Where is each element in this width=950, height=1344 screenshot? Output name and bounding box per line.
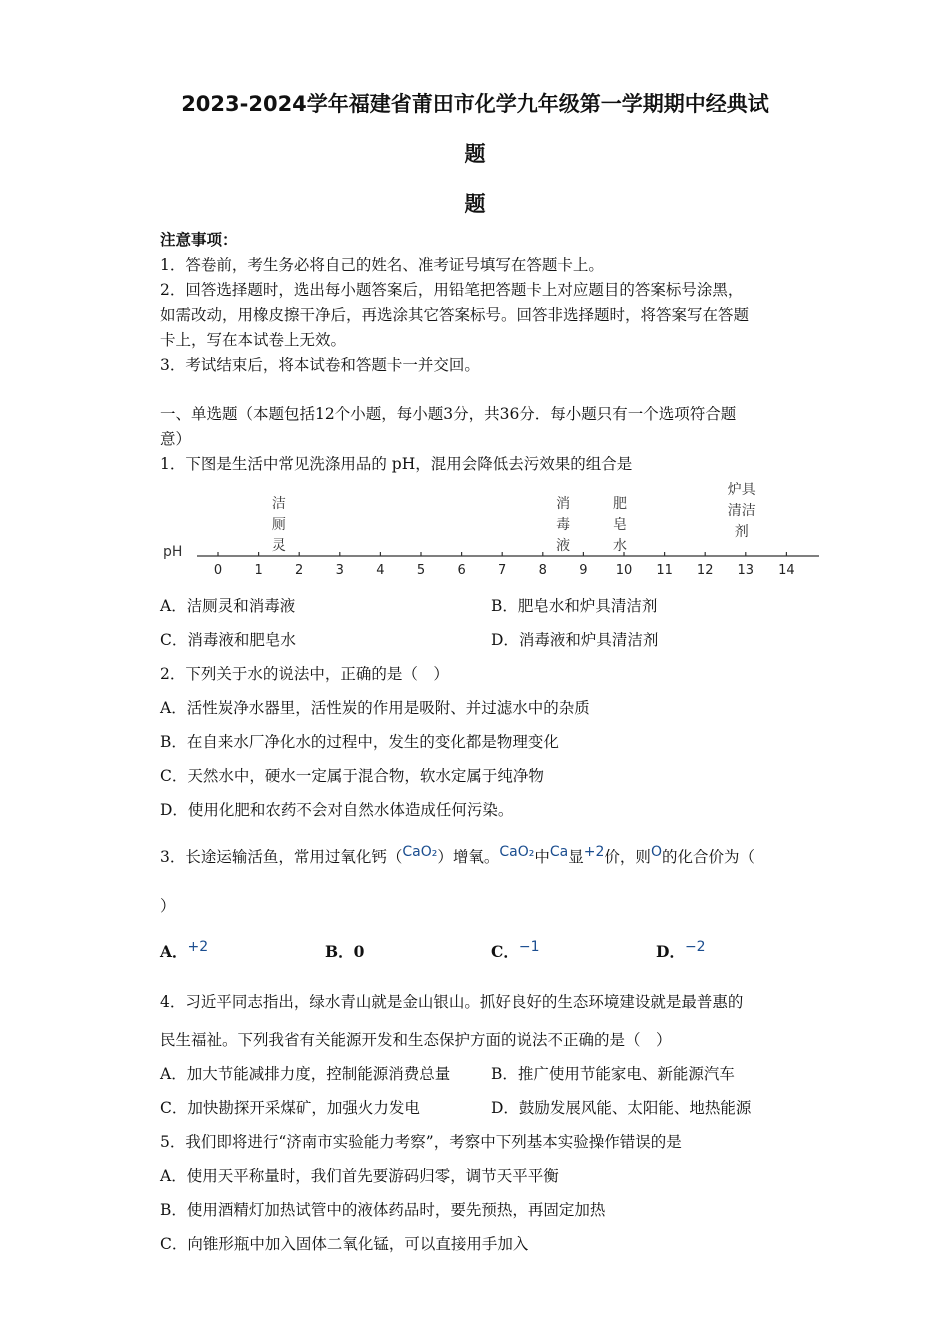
q2-option-c[interactable]: C．天然水中，硬水一定属于混合物，软水定属于纯净物 bbox=[160, 767, 544, 785]
q4-option-d[interactable]: D．鼓励发展风能、太阳能、地热能源 bbox=[491, 1099, 752, 1117]
q3-option-c-value: −1 bbox=[518, 939, 540, 955]
q3-stem bbox=[160, 845, 755, 867]
ph-tick-label: 0 bbox=[213, 563, 223, 578]
ph-tick-label: 13 bbox=[737, 563, 755, 578]
ph-product-char: 肥 bbox=[612, 496, 627, 512]
q3-option-c-label: C． bbox=[491, 942, 519, 961]
q3-stem-text-4: 显 bbox=[568, 848, 584, 866]
ph-tick-label: 7 bbox=[498, 563, 507, 578]
q1-option-c[interactable]: C．消毒液和肥皂水 bbox=[160, 631, 296, 649]
q4-option-a[interactable]: A．加大节能减排力度，控制能源消费总量 bbox=[160, 1065, 451, 1083]
q4-stem-line1: 4．习近平同志指出，绿水青山就是金山银山。抓好良好的生态环境建设就是最普惠的 bbox=[160, 993, 744, 1011]
ph-product-label bbox=[556, 495, 570, 554]
ph-product-char: 洁 bbox=[271, 496, 286, 512]
section-heading-line2: 意） bbox=[160, 430, 192, 448]
ph-product-char: 液 bbox=[556, 538, 571, 554]
q1-option-b[interactable]: B．肥皂水和炉具清洁剂 bbox=[491, 597, 658, 615]
ph-product-char: 炉具 bbox=[727, 482, 756, 498]
ph-product-char: 剂 bbox=[734, 524, 749, 540]
q4-stem-line2: 民生福祉。下列我省有关能源开发和生态保护方面的说法不正确的是（ ） bbox=[160, 1031, 672, 1049]
q3-stem-text-2: ）增氧。 bbox=[437, 848, 500, 866]
ph-tick-label: 1 bbox=[254, 563, 263, 578]
ph-product-char: 毒 bbox=[556, 517, 571, 533]
notice-item-2c: 卡上，写在本试卷上无效。 bbox=[160, 331, 347, 349]
q3-option-d-label: D． bbox=[656, 942, 685, 961]
q3-stem-text-1: 3．长途运输活鱼，常用过氧化钙（ bbox=[160, 848, 403, 866]
ph-product-char: 灵 bbox=[271, 538, 286, 554]
q1-option-a[interactable]: A．洁厕灵和消毒液 bbox=[160, 597, 296, 615]
notice-item-2b: 如需改动，用橡皮擦干净后，再选涂其它答案标号。回答非选择题时，将答案写在答题 bbox=[160, 306, 750, 324]
q5-stem: 5．我们即将进行“济南市实验能力考察”，考察中下列基本实验操作错误的是 bbox=[160, 1133, 682, 1151]
ph-product-char: 清洁 bbox=[727, 503, 756, 519]
notice-heading: 注意事项： bbox=[160, 230, 238, 249]
ph-product-label bbox=[728, 482, 757, 540]
q3-option-d[interactable] bbox=[656, 940, 706, 962]
q3-stem-line2: ） bbox=[160, 897, 176, 915]
q2-option-b[interactable]: B．在自来水厂净化水的过程中，发生的变化都是物理变化 bbox=[160, 733, 559, 751]
q1-option-d[interactable]: D．消毒液和炉具清洁剂 bbox=[491, 631, 659, 649]
q3-formula-o: O bbox=[650, 844, 662, 860]
ph-tick-label: 4 bbox=[376, 563, 385, 578]
ph-tick-label: 10 bbox=[615, 563, 633, 578]
q3-stem-text-6: 的化合价为（ bbox=[661, 848, 755, 866]
ph-tick-label: 5 bbox=[416, 563, 426, 578]
q4-option-b[interactable]: B．推广使用节能家电、新能源汽车 bbox=[491, 1065, 735, 1083]
ph-tick-label: 2 bbox=[295, 563, 304, 578]
notice-item-3: 3．考试结束后，将本试卷和答题卡一并交回。 bbox=[160, 356, 480, 374]
q3-formula-cao2: CaO₂ bbox=[402, 844, 438, 860]
doc-title-line3: 题 bbox=[464, 192, 486, 216]
q3-option-a-value: +2 bbox=[187, 939, 209, 955]
ph-tick-label: 8 bbox=[538, 563, 547, 578]
ph-product-label bbox=[272, 495, 286, 554]
q5-option-b[interactable]: B．使用酒精灯加热试管中的液体药品时，要先预热，再固定加热 bbox=[160, 1201, 606, 1219]
ph-tick-label: 6 bbox=[457, 563, 466, 578]
q3-formula-cao2-2: CaO₂ bbox=[499, 844, 535, 860]
q3-formula-plus2: +2 bbox=[583, 844, 605, 860]
ph-scale-figure bbox=[155, 482, 825, 584]
q1-stem: 1．下图是生活中常见洗涤用品的 pH，混用会降低去污效果的组合是 bbox=[160, 455, 633, 473]
q5-option-c[interactable]: C．向锥形瓶中加入固体二氧化锰，可以直接用手加入 bbox=[160, 1235, 529, 1253]
q3-option-c[interactable] bbox=[491, 940, 539, 962]
notice-item-2a: 2．回答选择题时，选出每小题答案后，用铅笔把答题卡上对应题目的答案标号涂黑， bbox=[160, 281, 744, 299]
ph-tick-label: 9 bbox=[579, 563, 588, 578]
doc-title-line2: 题 bbox=[464, 142, 486, 166]
ph-product-char: 消 bbox=[556, 496, 571, 512]
q2-option-a[interactable]: A．活性炭净水器里，活性炭的作用是吸附、并过滤水中的杂质 bbox=[160, 699, 590, 717]
q4-option-c[interactable]: C．加快勘探开采煤矿，加强火力发电 bbox=[160, 1099, 420, 1117]
ph-product-label bbox=[613, 496, 627, 554]
ph-product-char: 厕 bbox=[271, 517, 286, 533]
doc-title-line1: 2023-2024学年福建省莆田市化学九年级第一学期期中经典试 bbox=[181, 92, 769, 116]
notice-item-1: 1．答卷前，考生务必将自己的姓名、准考证号填写在答题卡上。 bbox=[160, 256, 604, 274]
ph-tick-label: 3 bbox=[335, 563, 344, 578]
q3-stem-text-5: 价，则 bbox=[604, 848, 651, 866]
ph-axis-label: pH bbox=[163, 544, 183, 560]
ph-tick-label: 12 bbox=[696, 563, 714, 578]
ph-product-char: 水 bbox=[612, 538, 627, 554]
q3-option-d-value: −2 bbox=[684, 939, 706, 955]
q2-stem: 2．下列关于水的说法中，正确的是（ ） bbox=[160, 665, 449, 683]
q3-option-a-label: A． bbox=[160, 942, 188, 961]
ph-tick-label: 14 bbox=[778, 563, 795, 578]
q3-stem-text-3: 中 bbox=[534, 848, 550, 866]
ph-tick-label: 11 bbox=[656, 563, 673, 578]
q3-formula-ca: Ca bbox=[549, 844, 569, 860]
q3-option-a[interactable] bbox=[160, 940, 208, 962]
section-heading-line1: 一、单选题（本题包括12个小题，每小题3分，共36分．每小题只有一个选项符合题 bbox=[160, 405, 737, 423]
ph-product-char: 皂 bbox=[612, 517, 627, 533]
q5-option-a[interactable]: A．使用天平称量时，我们首先要游码归零，调节天平平衡 bbox=[160, 1167, 559, 1185]
q2-option-d[interactable]: D．使用化肥和农药不会对自然水体造成任何污染。 bbox=[160, 801, 514, 819]
q3-option-b[interactable]: B．0 bbox=[325, 942, 365, 961]
